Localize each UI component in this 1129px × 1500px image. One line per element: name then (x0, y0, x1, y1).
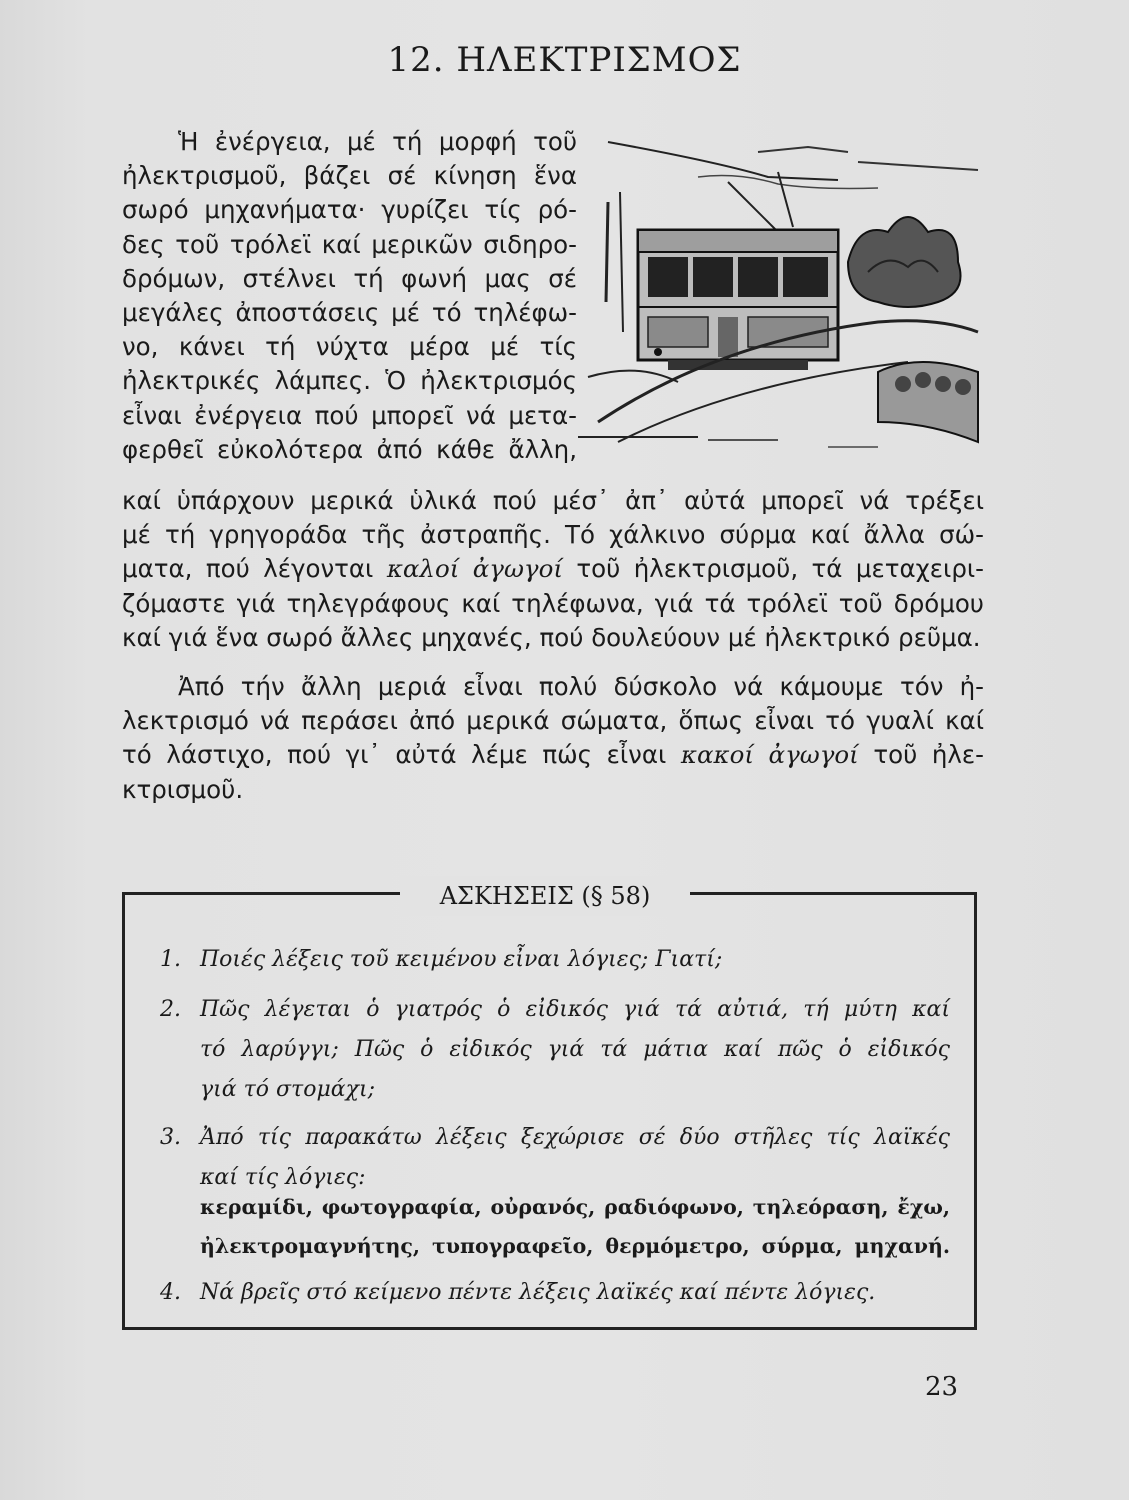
emphasis-bad-conductors: κακοί ἀγωγοί (680, 740, 859, 770)
text-line: εἶναι ἐνέργεια πού μπορεῖ νά μετα- (122, 400, 577, 430)
text-line (122, 552, 984, 586)
exercise-item (160, 990, 950, 1110)
text-line: καί γιά ἕνα σωρό ἄλλες μηχανές, πού δουλεύουν μέ ἠλεκτρικό ρεῦμα. (122, 622, 981, 652)
exercise-text: Ἀπό τίς παρακάτω λέξεις ξεχώρισε σέ δύο στῆλες τίς λαϊκές (200, 1125, 950, 1150)
word-list-line: ἠλεκτρομαγνήτης, τυπογραφεῖο, θερμόμετρο, σύρμα, μηχανή. (200, 1234, 950, 1258)
text-line (122, 738, 984, 772)
text-line: μέ τή γρηγοράδα τῆς ἀστραπῆς. Τό χάλκινο σύρμα καί ἄλλα σώ- (122, 520, 984, 550)
text-run: ματα, πού λέγονται (122, 554, 387, 584)
exercise-text: Πῶς λέγεται ὁ γιατρός ὁ εἰδικός γιά τά αὐτιά, τή μύτη καί (200, 997, 950, 1022)
page-number: 23 (925, 1372, 959, 1402)
text-line: σωρό μηχανήματα· γυρίζει τίς ρό- (122, 195, 577, 225)
text-line: νο, κάνει τή νύχτα μέρα μέ τίς (122, 332, 577, 362)
exercises-heading: ΑΣΚΗΣΕΙΣ (§ 58) (400, 876, 690, 916)
exercise-number: 2. (160, 997, 181, 1022)
exercise-text: Ποιές λέξεις τοῦ κειμένου εἶναι λόγιες; Γιατί; (200, 947, 723, 972)
text-line: δες τοῦ τρόλεϊ καί μερικῶν σιδηρο- (122, 229, 577, 259)
exercise-item (160, 940, 722, 980)
intro-paragraph (122, 125, 577, 467)
exercise-line: τό λαρύγγι; Πῶς ὁ εἰδικός γιά τά μάτια καί πῶς ὁ εἰδικός (200, 1037, 950, 1062)
trolley-illustration (578, 122, 990, 457)
chapter-title: 12. ΗΛΕΚΤΡΙΣΜΟΣ (387, 40, 742, 80)
exercise-line (160, 1118, 950, 1158)
exercise-item (160, 1118, 950, 1198)
exercise-line (160, 990, 950, 1030)
exercise-line: γιά τό στομάχι; (200, 1077, 375, 1102)
exercise-text: Νά βρεῖς στό κείμενο πέντε λέξεις λαϊκές καί πέντε λόγιες. (200, 1280, 876, 1305)
text-line: ἠλεκτρικές λάμπες. Ὁ ἠλεκτρισμός (122, 366, 577, 396)
text-line: ζόμαστε γιά τηλεγράφους καί τηλέφωνα, γιά τά τρόλεϊ τοῦ δρόμου (122, 588, 984, 618)
text-line: λεκτρισμό νά περάσει ἀπό μερικά σώματα, ὅπως εἶναι τό γυαλί καί (122, 706, 984, 736)
body-paragraph (122, 670, 984, 807)
text-run: τό λάστιχο, πού γι᾽ αὐτά λέμε πώς εἶναι (122, 740, 681, 770)
text-run: τοῦ ἠλε- (858, 740, 984, 770)
body-paragraph (122, 484, 984, 655)
exercise-item (160, 1273, 950, 1313)
text-line: δρόμων, στέλνει τή φωνή μας σέ (122, 263, 577, 293)
text-line: ἠλεκτρισμοῦ, βάζει σέ κίνηση ἕνα (122, 161, 577, 191)
exercise-line: καί τίς λόγιες: (200, 1165, 366, 1190)
text-line: φερθεῖ εὐκολότερα ἀπό κάθε ἄλλη, (122, 434, 577, 464)
word-list-line: κεραμίδι, φωτογραφία, οὐρανός, ραδιόφωνο, τηλεόραση, ἔχω, (200, 1195, 950, 1219)
text-line: καί ὑπάρχουν μερικά ὑλικά πού μέσ᾽ ἀπ᾽ αὐτά μπορεῖ νά τρέξει (122, 486, 984, 515)
word-list (200, 1188, 950, 1266)
text-line: Ἡ ἐνέργεια, μέ τή μορφή τοῦ (178, 127, 577, 156)
text-line: κτρισμοῦ. (122, 774, 244, 804)
exercise-number: 1. (160, 947, 181, 972)
text-line: μεγάλες ἀποστάσεις μέ τό τηλέφω- (122, 298, 577, 328)
exercise-number: 4. (160, 1280, 181, 1305)
text-line: Ἀπό τήν ἄλλη μεριά εἶναι πολύ δύσκολο νά κάμουμε τόν ἠ- (178, 672, 984, 701)
text-run: τοῦ ἠλεκτρισμοῦ, τά μεταχειρι- (562, 554, 985, 584)
exercise-number: 3. (160, 1125, 181, 1150)
emphasis-good-conductors: καλοί ἀγωγοί (386, 554, 563, 584)
